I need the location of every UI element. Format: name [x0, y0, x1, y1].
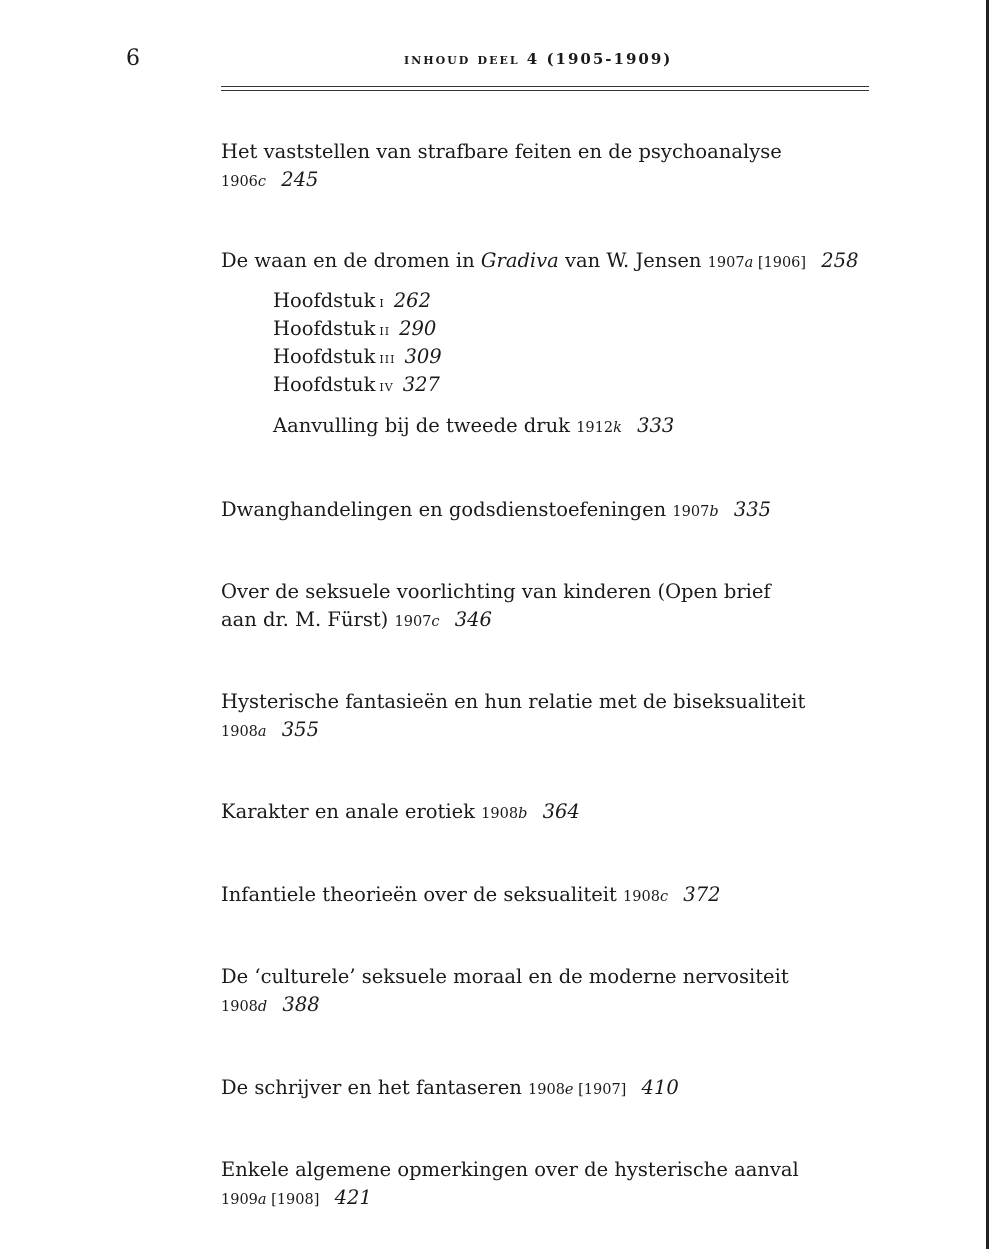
- chapter-item: Hoofdstuk i 262: [273, 289, 431, 312]
- toc-entry: [221, 963, 861, 1021]
- entry-year: 1908b: [481, 806, 528, 822]
- entry-page: 410: [641, 1076, 679, 1099]
- entry-title: Het vaststellen van strafbare feiten en de psychoanalyse: [221, 140, 782, 163]
- entry-page: 335: [733, 498, 772, 521]
- entry-page: 364: [542, 800, 580, 823]
- entry-title: Infantiele theorieën over de seksualiteit: [221, 883, 617, 906]
- toc-entry: [221, 247, 861, 277]
- entry-page: 372: [683, 883, 721, 906]
- toc-entry: [221, 578, 861, 636]
- entry-page: 355: [281, 718, 319, 741]
- entry-page: 388: [282, 993, 320, 1016]
- entry-year: 1907a [1906]: [707, 255, 807, 271]
- entry-title-cont: aan dr. M. Fürst): [221, 608, 389, 631]
- supplement-item: Aanvulling bij de tweede druk 1912k 333: [273, 414, 675, 437]
- entry-page: 258: [821, 249, 859, 272]
- chapter-item: Hoofdstuk ii 290: [273, 317, 437, 340]
- header-rule: [221, 86, 869, 87]
- entry-page: 346: [454, 608, 492, 631]
- entry-title: Karakter en anale erotiek: [221, 800, 475, 823]
- header-rule: [221, 90, 869, 91]
- chapter-item: Hoofdstuk iv 327: [273, 373, 440, 396]
- toc-entry: [221, 881, 861, 911]
- entry-title: De ‘culturele’ seksuele moraal en de moderne nervositeit: [221, 965, 789, 988]
- entry-title: Dwanghandelingen en godsdienstoefeningen: [221, 498, 667, 521]
- toc-entry: [221, 1074, 861, 1104]
- entry-year: 1907b: [672, 504, 719, 520]
- toc-entry: [221, 1156, 861, 1214]
- entry-title: Enkele algemene opmerkingen over de hysterische aanval: [221, 1158, 799, 1181]
- entry-year: 1908c: [623, 889, 669, 905]
- toc-entry: [221, 138, 861, 196]
- entry-year: 1909a [1908]: [221, 1192, 320, 1208]
- entry-page: 245: [281, 168, 319, 191]
- toc-entry: [221, 496, 861, 526]
- entry-year: 1907c: [394, 614, 440, 630]
- entry-page: 421: [334, 1186, 372, 1209]
- toc-entry: [221, 688, 861, 746]
- chapter-item: Hoofdstuk iii 309: [273, 345, 442, 368]
- entry-title: Over de seksuele voorlichting van kinderen (Open brief: [221, 580, 771, 603]
- entry-year: 1906c: [221, 174, 267, 190]
- running-head: inhoud deel 4 (1905-1909): [404, 50, 673, 68]
- toc-entry: [221, 798, 861, 828]
- entry-title: Hysterische fantasieën en hun relatie met de biseksualiteit: [221, 690, 806, 713]
- page-number: 6: [126, 46, 140, 71]
- entry-year: 1908d: [221, 999, 268, 1015]
- entry-title: De waan en de dromen in Gradiva van W. Jensen: [221, 249, 702, 272]
- entry-year: 1908e [1907]: [528, 1082, 627, 1098]
- entry-year: 1908a: [221, 724, 267, 740]
- entry-title: De schrijver en het fantaseren: [221, 1076, 522, 1099]
